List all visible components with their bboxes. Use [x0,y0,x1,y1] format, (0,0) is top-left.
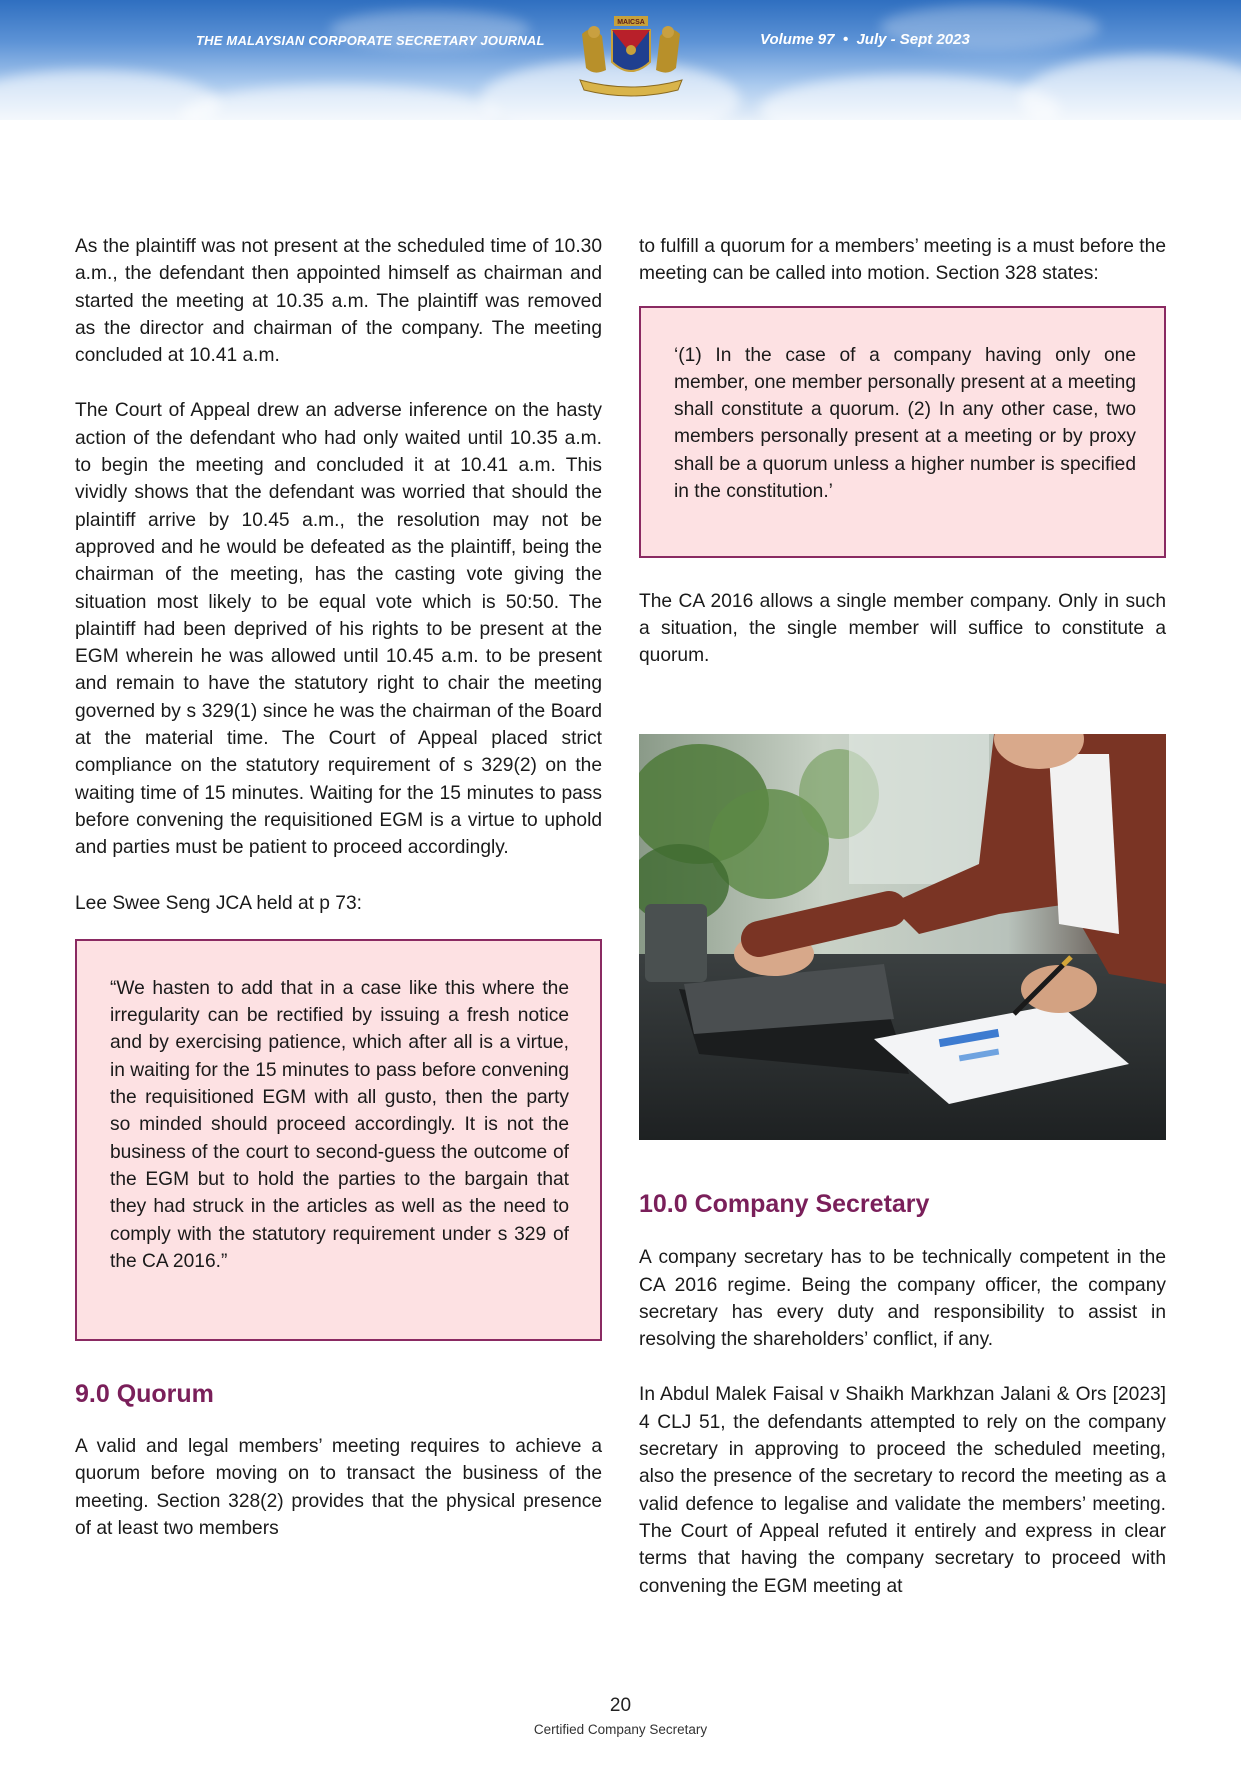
journal-header [0,0,1241,120]
paragraph: Lee Swee Seng JCA held at p 73: [75,892,362,914]
quote-text: “We hasten to add that in a case like this where the irregularity can be rectified by issuing a fresh notice and by exercising patience, which after all is a virtue, in waiting for the 15 minutes to pass before convening the requisitioned EGM with all gusto, then the party so minded should proceed accordingly. It is not the business of the court to second-guess the outcome of the EGM but to hold the parties to the bargain that they had struck in the articles as well as the need to comply with the statutory requirement under s 329 of the CA 2016.” [110,977,569,1272]
footer-subtitle: Certified Company Secretary [533,1722,708,1737]
quote-box [639,306,1166,558]
paragraph: The Court of Appeal drew an adverse inference on the hasty action of the defendant who had only waited until 10.35 a.m. to begin the meeting and concluded it at 10.41 a.m. This vividly shows that the defendant was worried that should the plaintiff arrive by 10.45 a.m., the resolution may not be approved and he would be defeated as the plaintiff, being the chairman of the meeting, has the casting vote giving the situation most likely to be equal vote which is 50:50. The plaintiff had been deprived of his rights to be present at the EGM wherein he was allowed until 10.45 a.m. to be present and remain to have the statutory right to chair the meeting governed by s 329(1) since he was the chairman of the Board at the material time. The Court of Appeal placed strict compliance on the statutory requirement of s 329(2) on the waiting time of 15 minutes. Waiting for the 15 minutes to pass before convening the requisitioned EGM is a virtue to uphold and parties must be patient to proceed accordingly. [75,400,602,859]
paragraph: to fulfill a quorum for a members’ meeting is a must before the meeting can be called into motion. Section 328 states: [639,236,1166,285]
journal-title: THE MALAYSIAN CORPORATE SECRETARY JOURNAL [196,33,545,48]
photo-illustration [639,734,1166,1140]
left-column [75,233,602,1542]
paragraph: A company secretary has to be technically competent in the CA 2016 regime. Being the company officer, the company secretary has every duty and responsibility to assist in resolving the shareholders’ conflict, if any. [639,1247,1166,1351]
right-column-lower [639,1191,1166,1600]
volume-info: Volume 97 • July - Sept 2023 [760,31,970,48]
quote-box [75,939,602,1341]
paragraph: A valid and legal members’ meeting requires to achieve a quorum before moving on to transact the business of the meeting. Section 328(2) provides that the physical presence of at least two members [75,1436,602,1540]
section-heading-quorum: 9.0 Quorum [75,1379,214,1408]
quote-text: ‘(1) In the case of a company having only one member, one member personally present at a meeting shall constitute a quorum. (2) In any other case, two members personally present at a meeting or by proxy shall be a quorum unless a higher number is specified in the constitution.’ [674,344,1136,503]
businesswoman-writing-photo [639,734,1166,1140]
paragraph: In Abdul Malek Faisal v Shaikh Markhzan Jalani & Ors [2023] 4 CLJ 51, the defendants attempted to rely on the company secretary in approving to proceed the scheduled meeting, also the presence of the secretary to record the meeting as a valid defence to legalise and validate the members’ meeting. The Court of Appeal refuted it entirely and express in clear terms that having the company secretary to proceed with convening the EGM meeting at [639,1384,1166,1597]
section-heading-company-secretary: 10.0 Company Secretary [639,1190,930,1218]
paragraph: As the plaintiff was not present at the scheduled time of 10.30 a.m., the defendant then appointed himself as chairman and started the meeting at 10.35 a.m. The plaintiff was removed as the director and chairman of the company. The meeting concluded at 10.41 a.m. [75,236,602,367]
paragraph: The CA 2016 allows a single member company. Only in such a situation, the single member will suffice to constitute a quorum. [639,590,1166,667]
page-number: 20 [609,1695,632,1716]
right-column [639,233,1166,669]
maicsa-crest-logo [572,14,690,104]
svg-text:MAICSA: MAICSA [617,19,645,26]
